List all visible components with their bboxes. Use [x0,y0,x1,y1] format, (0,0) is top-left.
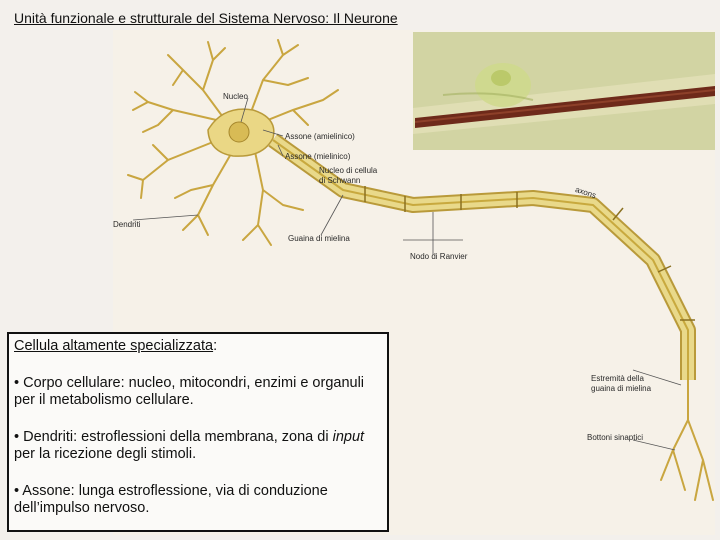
label-assone-mielinico: Assone (mielinico) [285,152,351,161]
label-axon: axons [574,184,598,201]
label-assone-amielinico: Assone (amielinico) [285,132,355,141]
label-bottoni: Bottoni sinaptici [587,433,644,442]
heading-text: Cellula altamente specializzata [14,338,214,354]
bullet-assone: • Assone: lunga estroflessione, via di conduzione dell’impulso nervoso. [14,483,328,516]
label-dendriti: Dendriti [113,220,141,229]
slide-title: Unità funzionale e strutturale del Sistema Nervoso: Il Neurone [14,10,398,26]
dendriti-post: per la ricezione degli stimoli. [14,446,197,462]
micrograph-inset [413,32,715,150]
label-nucleo-schwann-1: Nucleo di cellula [319,166,378,175]
description-heading [14,338,382,355]
description-box [7,332,389,532]
label-estremita-1: Estremità della [591,374,644,383]
cell-body [208,109,274,156]
label-nucleo: Nucleo [223,92,248,101]
bullet-dendriti [14,429,382,463]
label-estremita-2: guaina di mielina [591,384,652,393]
heading-suffix: : [213,338,218,354]
label-nucleo-schwann-2: di Schwann [319,176,361,185]
bullet-corpo: • Corpo cellulare: nucleo, mitocondri, enzimi e organuli per il metabolismo cellulare. [14,375,365,408]
dendriti-pre: • Dendriti: estroflessioni della membrana, zona di [14,429,333,445]
label-guaina: Guaina di mielina [288,234,350,243]
label-nodo-ranvier: Nodo di Ranvier [410,252,468,261]
dendriti-italic: input [332,429,365,445]
